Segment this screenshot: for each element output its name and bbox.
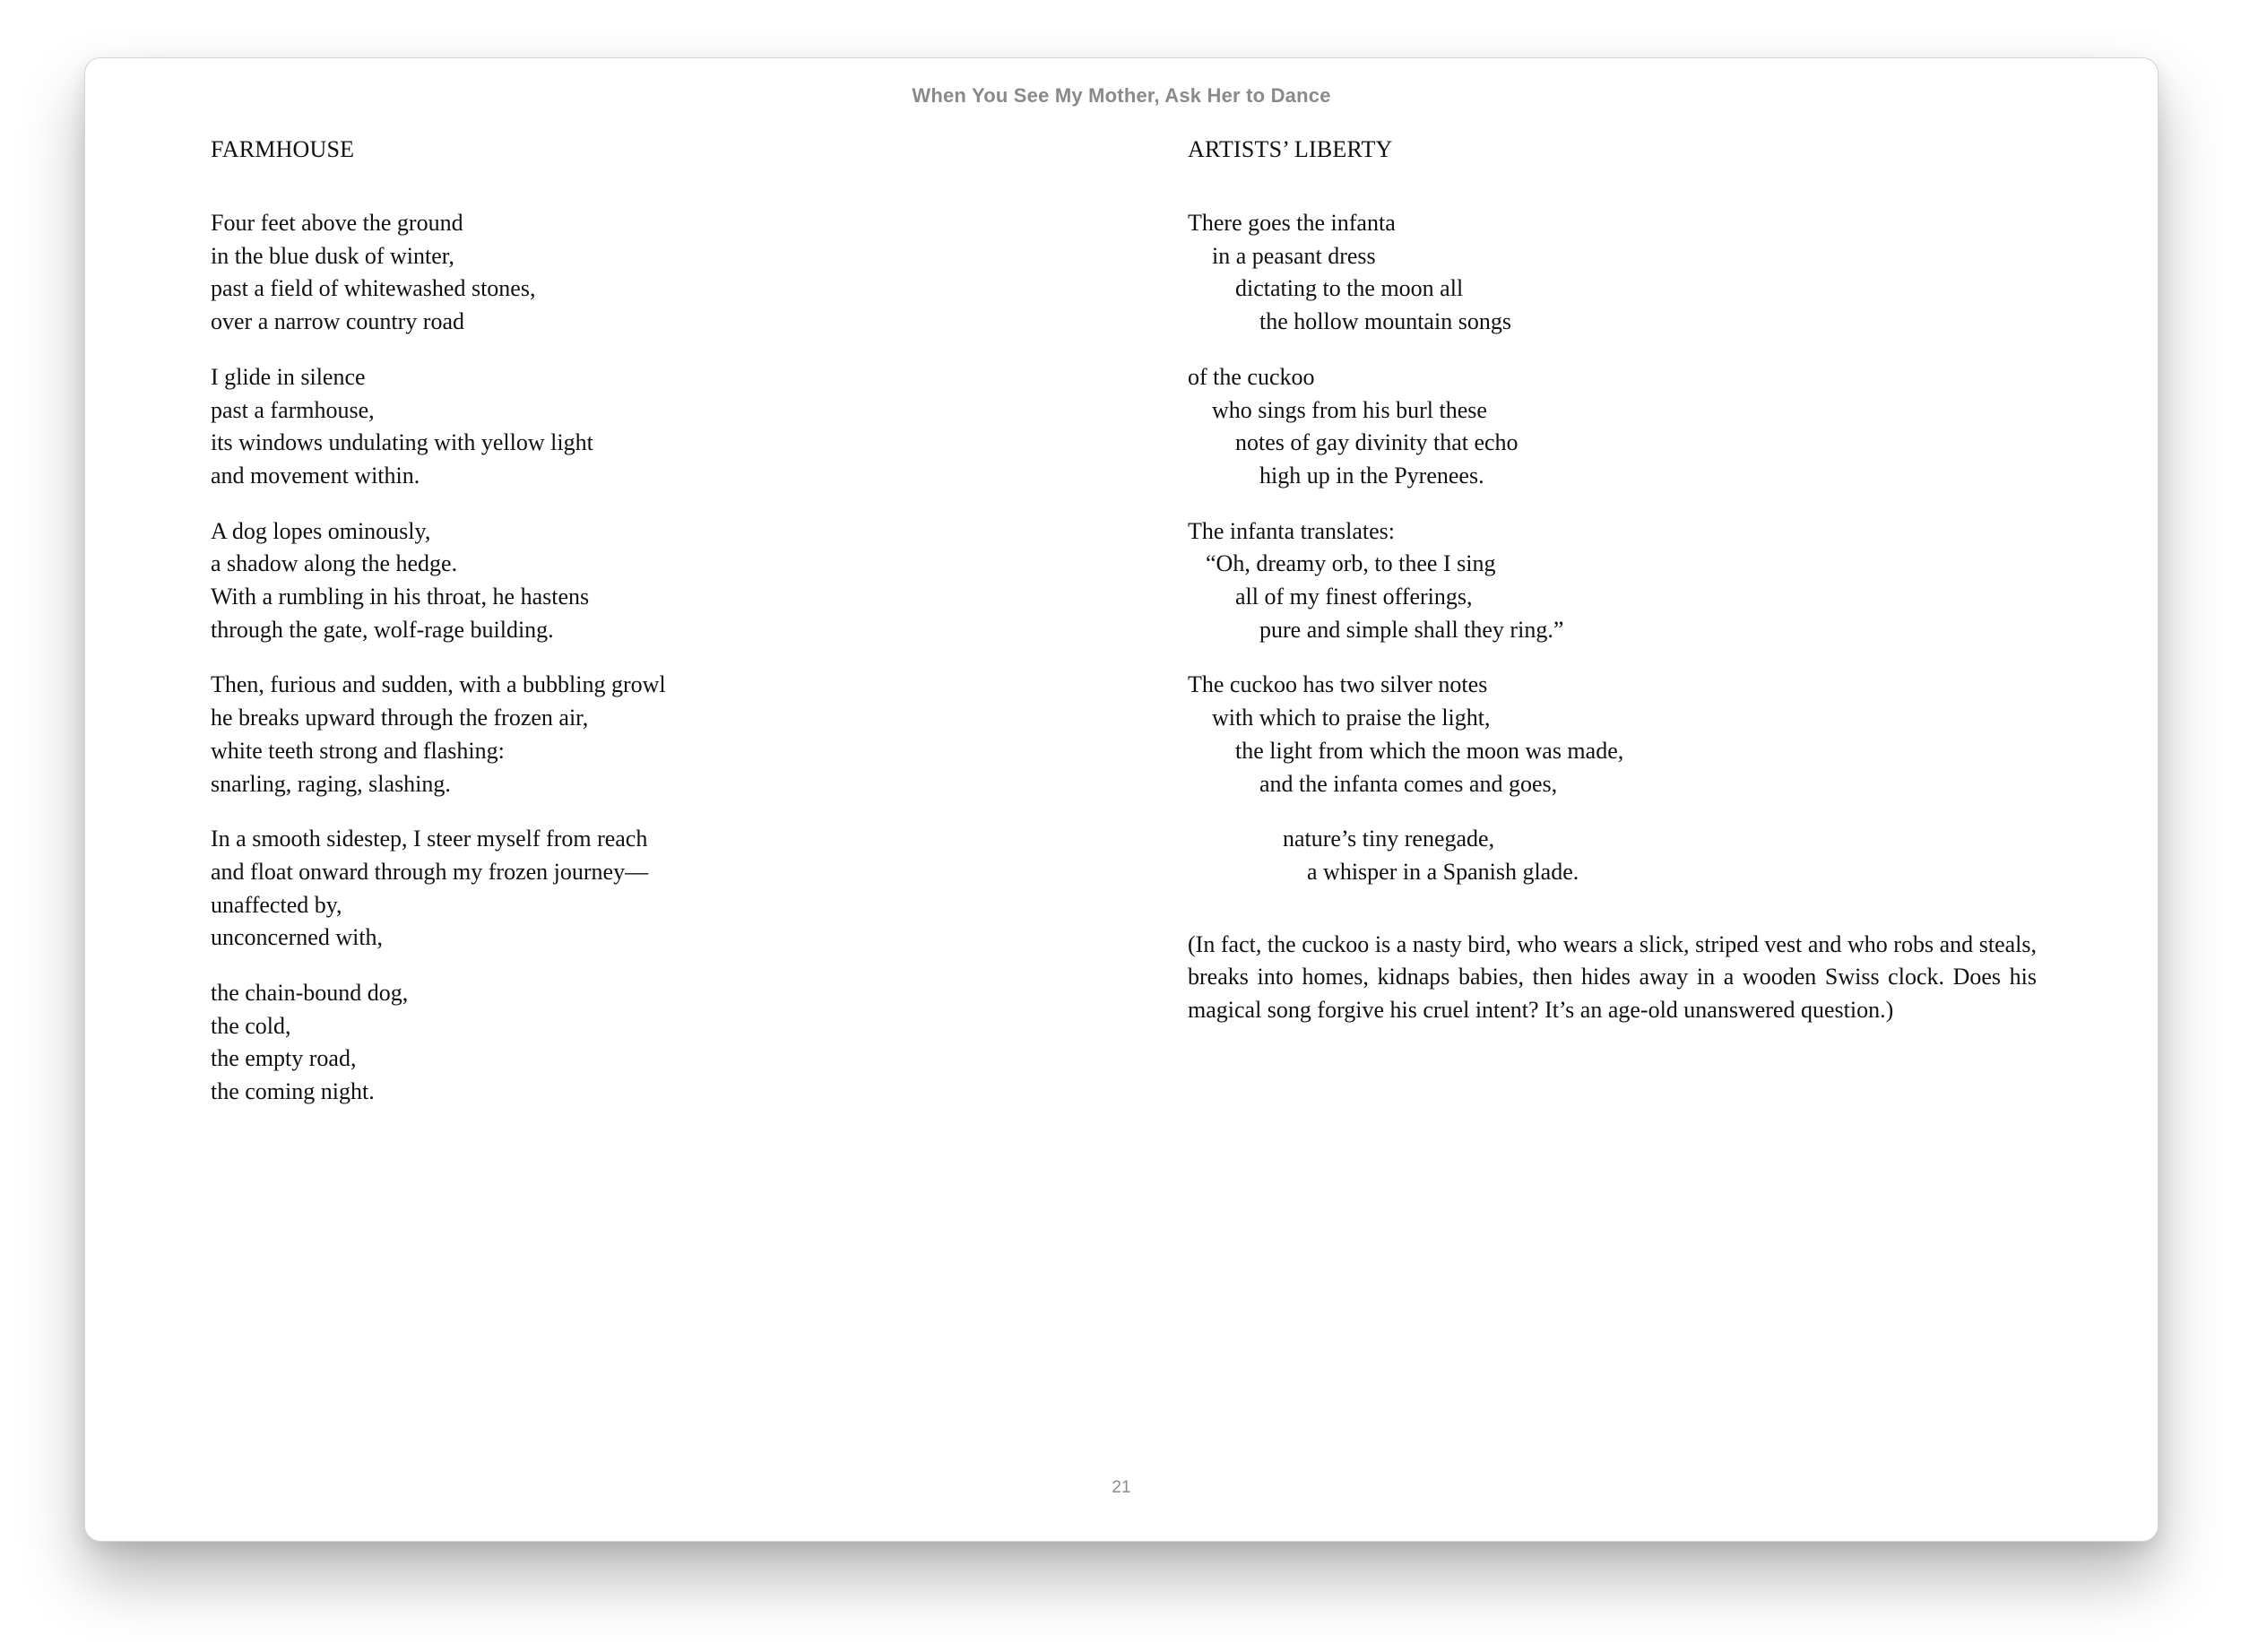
poem-line: the cold, [211, 1012, 291, 1039]
reader-window [84, 57, 2159, 1542]
poem-line: A dog lopes ominously, [211, 517, 431, 544]
poem-line: the coming night. [211, 1078, 375, 1105]
poem-line: the chain-bound dog, [211, 980, 409, 1007]
poem-line: in a peasant dress [1212, 242, 1376, 269]
poem-line: of the cuckoo [1188, 363, 1315, 390]
poem-line: snarling, raging, slashing. [211, 770, 451, 797]
poem-line: Four feet above the ground [211, 210, 463, 236]
poem-line: in the blue dusk of winter, [211, 242, 454, 269]
poem-line: white teeth strong and flashing: [211, 737, 505, 764]
poem-line: the light from which the moon was made, [1235, 737, 1624, 764]
stanza [211, 669, 1107, 800]
poem-line: its windows undulating with yellow light [211, 429, 593, 456]
poem-line: The infanta translates: [1188, 517, 1396, 544]
poem-line: all of my finest offerings, [1235, 584, 1473, 610]
poem-line: through the gate, wolf-rage building. [211, 616, 554, 643]
right-page [1188, 134, 2037, 1027]
poem-line: high up in the Pyrenees. [1259, 462, 1484, 489]
poem-note: (In fact, the cuckoo is a nasty bird, who wears a slick, striped vest and who robs and steals, breaks into homes, kidnaps babies, then hides away in a wooden Swiss clock. Does his magical song forgive his cruel intent? It’s an age-old unanswered question.) [1188, 930, 2037, 1024]
poem-line: notes of gay divinity that echo [1235, 429, 1519, 456]
poem-line: the hollow mountain songs [1259, 308, 1511, 335]
poem-line: unaffected by, [211, 891, 342, 918]
stanza [211, 515, 1107, 647]
stanza [1188, 669, 2037, 800]
poem-line: with which to praise the light, [1212, 705, 1491, 731]
poem-line: With a rumbling in his throat, he hastens [211, 584, 590, 610]
poem-line: I glide in silence [211, 363, 366, 390]
poem-line: a shadow along the hedge. [211, 550, 458, 577]
stanza [211, 823, 1107, 955]
stanza [1188, 207, 2037, 339]
left-page [211, 134, 1107, 1131]
poem-line: past a field of whitewashed stones, [211, 275, 536, 302]
poem-line: nature’s tiny renegade, [1283, 826, 1495, 852]
poem-line: over a narrow country road [211, 308, 464, 335]
poem-line: Then, furious and sudden, with a bubbling growl [211, 671, 666, 698]
stanza [1188, 823, 2037, 888]
poem-line: who sings from his burl these [1212, 396, 1487, 423]
poem-line: pure and simple shall they ring.” [1259, 616, 1564, 643]
poem-title-artists-liberty: ARTISTS’ LIBERTY [1188, 136, 1393, 162]
poem-line: a whisper in a Spanish glade. [1307, 858, 1579, 885]
stanza [211, 977, 1107, 1109]
poem-line: dictating to the moon all [1235, 275, 1464, 302]
poem-line: and movement within. [211, 462, 420, 489]
poem-line: There goes the infanta [1188, 210, 1396, 236]
poem-line: “Oh, dreamy orb, to thee I sing [1206, 550, 1496, 577]
poem-line: and float onward through my frozen journey— [211, 858, 649, 885]
stanza [211, 207, 1107, 339]
stanza [1188, 361, 2037, 493]
poem-line: past a farmhouse, [211, 396, 375, 423]
stanza [211, 361, 1107, 493]
poem-line: The cuckoo has two silver notes [1188, 671, 1488, 698]
poem-line: In a smooth sidestep, I steer myself from reach [211, 826, 648, 852]
poem-line: the empty road, [211, 1045, 357, 1072]
poem-line: unconcerned with, [211, 924, 384, 951]
poem-line: and the infanta comes and goes, [1259, 770, 1558, 797]
poem-title-farmhouse: FARMHOUSE [211, 136, 355, 162]
page-number: 21 [1112, 1478, 1131, 1497]
book-title: When You See My Mother, Ask Her to Dance [912, 84, 1331, 107]
poem-line: he breaks upward through the frozen air, [211, 705, 589, 731]
stanza [1188, 515, 2037, 647]
